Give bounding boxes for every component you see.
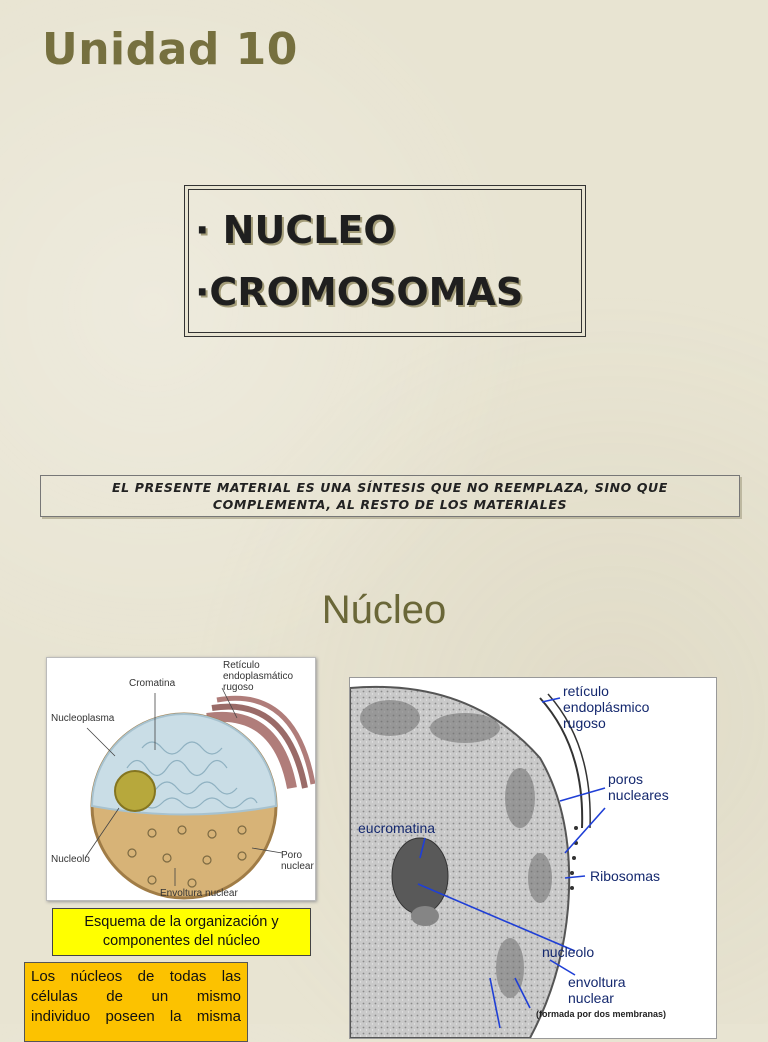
micro-label-envoltura: envoltura nuclear	[568, 974, 626, 1006]
note-line-1: Los núcleos de todas las	[31, 968, 241, 985]
nucleus-schematic-figure	[46, 657, 316, 901]
topics-box	[184, 185, 586, 337]
nucleus-micrograph-figure	[349, 677, 717, 1039]
note-box	[24, 962, 248, 1042]
label-cromatina: Cromatina	[129, 678, 176, 689]
caption-line-1: Esquema de la organización y	[84, 914, 279, 930]
nucleolus-micro-shape-2	[411, 906, 439, 926]
section-title: Núcleo	[321, 588, 447, 632]
label-reticulo: Retículo endoplasmático rugoso	[223, 660, 294, 693]
note-line-3: individuo poseen la misma	[31, 1008, 241, 1025]
disclaimer-line-2: COMPLEMENTA, AL RESTO DE LOS MATERIALES	[212, 497, 568, 512]
label-nucleolo: Nucleolo	[51, 854, 90, 865]
note-line-2: células de un mismo	[31, 988, 241, 1005]
micro-label-nucleolo: nucleolo	[542, 944, 595, 960]
micro-label-reticulo: retículo endoplásmico rugoso	[563, 683, 650, 731]
label-envoltura: Envoltura nuclear	[160, 888, 238, 899]
unit-title: Unidad 10	[42, 24, 298, 75]
micro-label-poros: poros nucleares	[608, 771, 669, 803]
caption-line-2: componentes del núcleo	[102, 933, 261, 949]
topic-cromosomas: ·CROMOSOMAS	[195, 270, 524, 314]
figure-caption	[52, 908, 311, 956]
topic-nucleo: · NUCLEO	[195, 208, 396, 252]
disclaimer-box	[40, 475, 740, 517]
label-nucleoplasma: Nucleoplasma	[51, 713, 115, 724]
ribosome-dots	[570, 826, 578, 890]
nucleolus-shape	[115, 771, 155, 811]
micro-label-membranas: (formada por dos membranas)	[536, 1009, 667, 1019]
nucleolus-micro-shape	[392, 838, 448, 914]
micrograph-illustration	[350, 678, 716, 1038]
disclaimer-line-1: EL PRESENTE MATERIAL ES UNA SÍNTESIS QUE NO REEMPLAZA, SINO QUE	[112, 480, 668, 495]
micro-label-ribosomas: Ribosomas	[590, 868, 661, 884]
label-poro: Poro nuclear	[281, 850, 314, 872]
micro-label-eucromatina: eucromatina	[358, 820, 436, 836]
